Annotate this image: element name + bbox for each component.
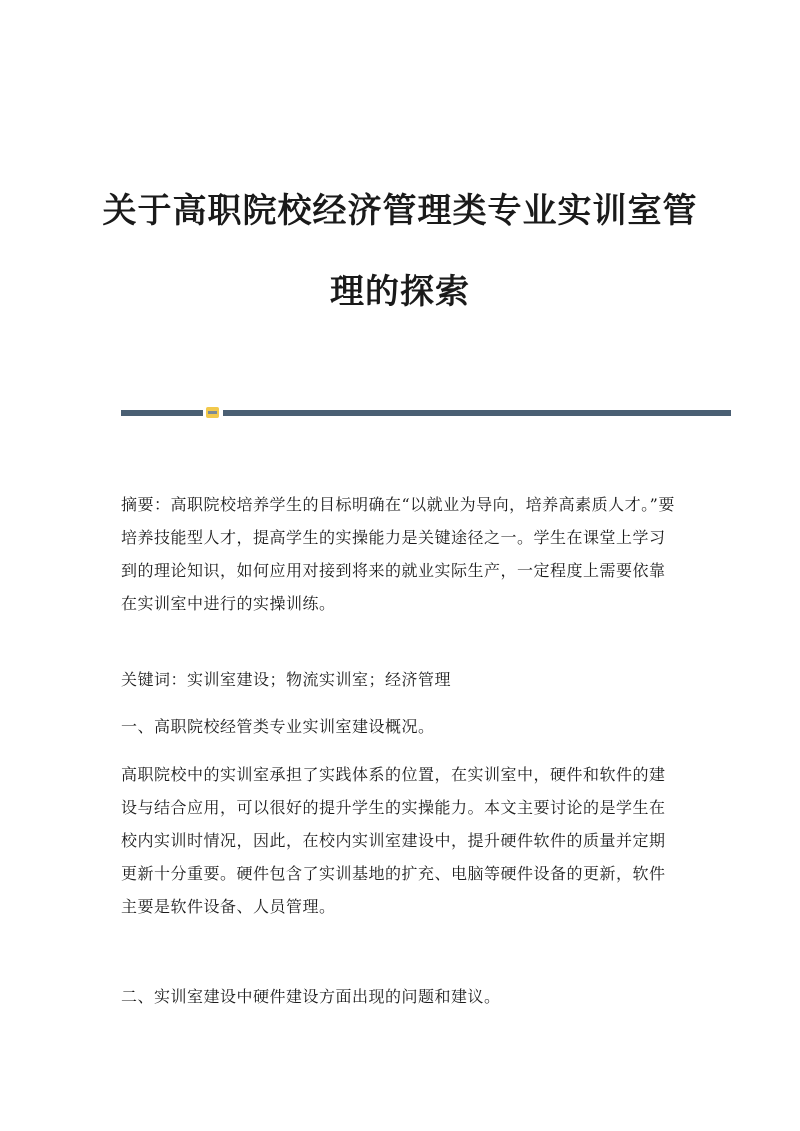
section-1-body: 高职院校中的实训室承担了实践体系的位置，在实训室中，硬件和软件的建设与结合应用，可以很好的提升学生的实操能力。本文主要讨论的是学生在校内实训时情况，因此，在校内实训室建设中，提升硬件软件的质量并定期更新十分重要。硬件包含了实训基地的扩充、电脑等硬件设备的更新，软件主要是软件设备、人员管理。 [121,765,666,916]
title-divider [121,407,731,417]
divider-bar-right [223,410,731,416]
divider-book-icon [206,407,219,418]
section-2-heading: 二、实训室建设中硬件建设方面出现的问题和建议。 [121,987,501,1006]
divider-bar-left [121,410,203,416]
document-title-line-2: 理的探索 [330,272,470,312]
section-1-heading: 一、高职院校经管类专业实训室建设概况。 [121,717,435,736]
document-title-line-1: 关于高职院校经济管理类专业实训室管 [102,191,698,231]
keywords-paragraph: 关键词：实训室建设；物流实训室；经济管理 [121,670,452,689]
abstract-paragraph: 摘要：高职院校培养学生的目标明确在“以就业为导向，培养高素质人才。”要培养技能型人才，提高学生的实操能力是关键途径之一。学生在课堂上学习到的理论知识，如何应用对接到将来的就业实际生产，一定程度上需要依靠在实训室中进行的实操训练。 [121,495,675,613]
